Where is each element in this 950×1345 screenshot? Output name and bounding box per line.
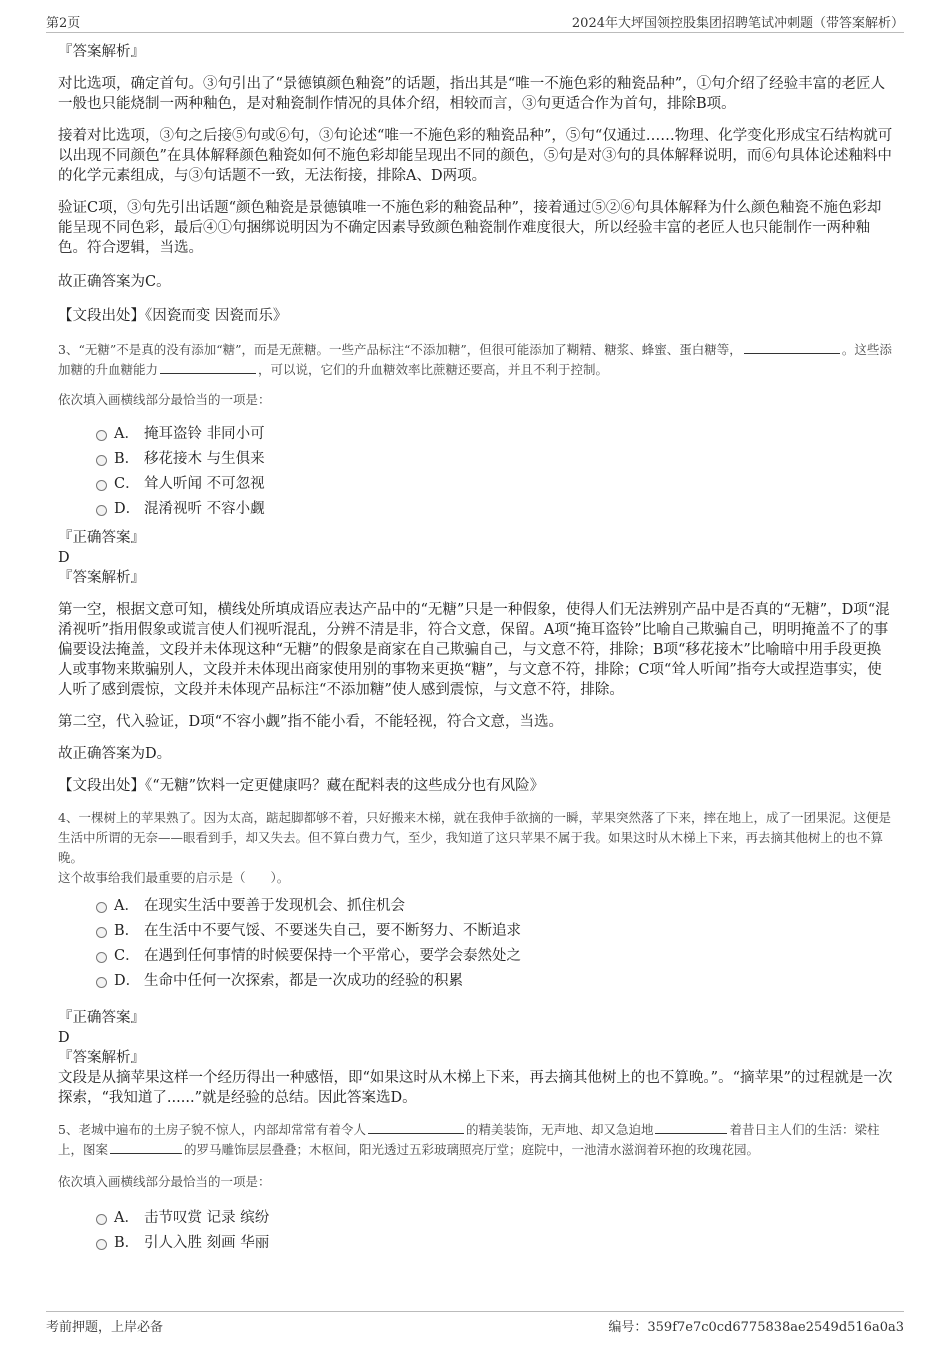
document-title: 2024年大坪国领控股集团招聘笔试冲刺题（带答案解析）	[571, 16, 904, 31]
analysis-paragraph: 验证C项，③句先引出话题“颜色釉瓷是景德镇唯一不施色彩的釉瓷品种”，接着通过⑤②⑥句具体解释为什么颜色釉瓷不施色彩却能呈现不同色彩，最后④①句捆绑说明因为不确定因素导致颜色釉瓷制作难度很大，所以经验丰富的老匠人也只能制作一两种釉色。符合逻辑，当选。	[58, 200, 882, 256]
option-a[interactable]: A． 击节叹赏 记录 缤纷	[58, 1206, 894, 1231]
radio-button[interactable]	[96, 902, 107, 913]
option-a[interactable]: A． 掩耳盗铃 非同小可	[58, 422, 894, 447]
analysis-label: 『答案解析』	[58, 44, 145, 60]
answer-label: 『正确答案』	[58, 530, 145, 546]
option-c[interactable]: C． 在遇到任何事情的时候要保持一个平常心，要学会泰然处之	[58, 944, 894, 969]
footer-slogan: 考前押题，上岸必备	[46, 1320, 164, 1335]
analysis-paragraph: 第二空，代入验证，D项“不容小觑”指不能小看，不能轻视，符合文意，当选。	[58, 714, 563, 730]
option-b[interactable]: B． 引人入胜 刻画 华丽	[58, 1231, 894, 1256]
option-d[interactable]: D． 混淆视听 不容小觑	[58, 497, 894, 522]
analysis-paragraph: 接着对比选项，③句之后接⑤句或⑥句，③句论述“唯一不施色彩的釉瓷品种”，⑤句“仅通过……物理、化学变化形成宝石结构就可以出现不同颜色”在具体解释颜色釉瓷如何不施色彩却能呈现出不同的颜色，⑤句是对③句的具体解释说明，而⑥句具体论述釉料中的化学元素组成，与③句话题不一致，无法衔接，排除A、D两项。	[58, 128, 893, 184]
fill-blank	[655, 1121, 727, 1134]
analysis-paragraph: 第一空，根据文意可知，横线处所填成语应表达产品中的“无糖”只是一种假象，使得人们无法辨别产品中是否真的“无糖”，D项“混淆视听”指用假象或谎言使人们视听混乱，分辨不清是非，符合文意，保留。A项“掩耳盗铃”比喻自己欺骗自己，明明掩盖不了的事偏要设法掩盖，文段并未体现这种“无糖”的假象是商家在自己欺骗自己，与文意不符，排除；B项“移花接木”比喻暗中用手段更换人或事物来欺骗别人，文段并未体现出商家使用别的事物来更换“糖”，与文意不符，排除；C项“耸人听闻”指夸大或捏造事实，使人听了感到震惊，文段并未体现产品标注“不添加糖”使人感到震惊，与文意不符，排除。	[58, 602, 890, 698]
source-citation: 【文段出处】《因瓷而变 因瓷而乐》	[58, 308, 288, 324]
fill-blank	[110, 1141, 182, 1154]
source-citation: 【文段出处】《“无糖”饮料一定更健康吗？藏在配料表的这些成分也有风险》	[58, 778, 545, 794]
page-number: 第2页	[46, 16, 81, 31]
conclusion: 故正确答案为C。	[58, 274, 171, 290]
analysis-paragraph: 对比选项，确定首句。③句引出了“景德镇颜色釉瓷”的话题，指出其是“唯一不施色彩的釉瓷品种”，①句介绍了经验丰富的老匠人一般也只能烧制一两种釉色，是对釉瓷制作情况的具体介绍，相较而言，③句更适合作为首句，排除B项。	[58, 76, 886, 112]
answer-label: 『正确答案』	[58, 1010, 145, 1026]
option-b[interactable]: B． 在生活中不要气馁、不要迷失自己，要不断努力、不断追求	[58, 919, 894, 944]
radio-button[interactable]	[96, 1214, 107, 1225]
radio-button[interactable]	[96, 952, 107, 963]
option-c[interactable]: C． 耸人听闻 不可忽视	[58, 472, 894, 497]
page-footer	[46, 1311, 904, 1334]
radio-button[interactable]	[96, 505, 107, 516]
option-b[interactable]: B． 移花接木 与生俱来	[58, 447, 894, 472]
document-body	[58, 42, 894, 1256]
analysis-label: 『答案解析』	[58, 1050, 145, 1066]
analysis-label: 『答案解析』	[58, 570, 145, 586]
page-header	[46, 10, 904, 33]
conclusion: 故正确答案为D。	[58, 746, 172, 762]
question-prompt: 依次填入画横线部分最恰当的一项是：	[58, 1174, 271, 1189]
radio-button[interactable]	[96, 927, 107, 938]
fill-blank	[160, 361, 256, 374]
correct-answer: D	[58, 550, 70, 566]
question-prompt: 依次填入画横线部分最恰当的一项是：	[58, 392, 271, 407]
radio-button[interactable]	[96, 455, 107, 466]
question-prompt: 这个故事给我们最重要的启示是（ ）。	[58, 870, 290, 885]
option-a[interactable]: A． 在现实生活中要善于发现机会、抓住机会	[58, 894, 894, 919]
question-stem: 5、老城中遍布的土房子貌不惊人，内部却常常有着令人 的精美装饰，无声地、却又急迫地 着昔日主人们的生活：梁柱上，图案 的罗马雕饰层层叠叠；木枢间，阳光透过五彩玻璃照亮厅堂；庭院中，一池清水滋润着环抱的玫瑰花园。	[58, 1122, 880, 1157]
radio-button[interactable]	[96, 977, 107, 988]
radio-button[interactable]	[96, 1239, 107, 1250]
document-id: 编号：359f7e7c0cd6775838ae2549d516a0a3	[608, 1320, 904, 1335]
option-d[interactable]: D． 生命中任何一次探索，都是一次成功的经验的积累	[58, 969, 894, 994]
analysis-paragraph: 文段是从摘苹果这样一个经历得出一种感悟，即“如果这时从木梯上下来，再去摘其他树上的也不算晚。”。“摘苹果”的过程就是一次探索，“我知道了......”就是经验的总结。因此答案选D。	[58, 1070, 893, 1106]
fill-blank	[744, 341, 840, 354]
question-stem: 3、“无糖”不是真的没有添加“糖”，而是无蔗糖。一些产品标注“不添加糖”，但很可能添加了糊精、糖浆、蜂蜜、蛋白糖等， 。这些添加糖的升血糖能力 ，可以说，它们的升血糖效率比蔗糖还要高，并且不利于控制。	[58, 342, 892, 377]
radio-button[interactable]	[96, 430, 107, 441]
question-stem: 4、一棵树上的苹果熟了。因为太高，踮起脚都够不着，只好搬来木梯，就在我伸手欲摘的一瞬，苹果突然落了下来，摔在地上，成了一团果泥。这便是生活中所谓的无奈——眼看到手，却又失去。但不算白费力气，至少，我知道了这只苹果不属于我。如果这时从木梯上下来，再去摘其他树上的也不算晚。	[58, 810, 891, 865]
fill-blank	[368, 1121, 464, 1134]
correct-answer: D	[58, 1030, 70, 1046]
radio-button[interactable]	[96, 480, 107, 491]
